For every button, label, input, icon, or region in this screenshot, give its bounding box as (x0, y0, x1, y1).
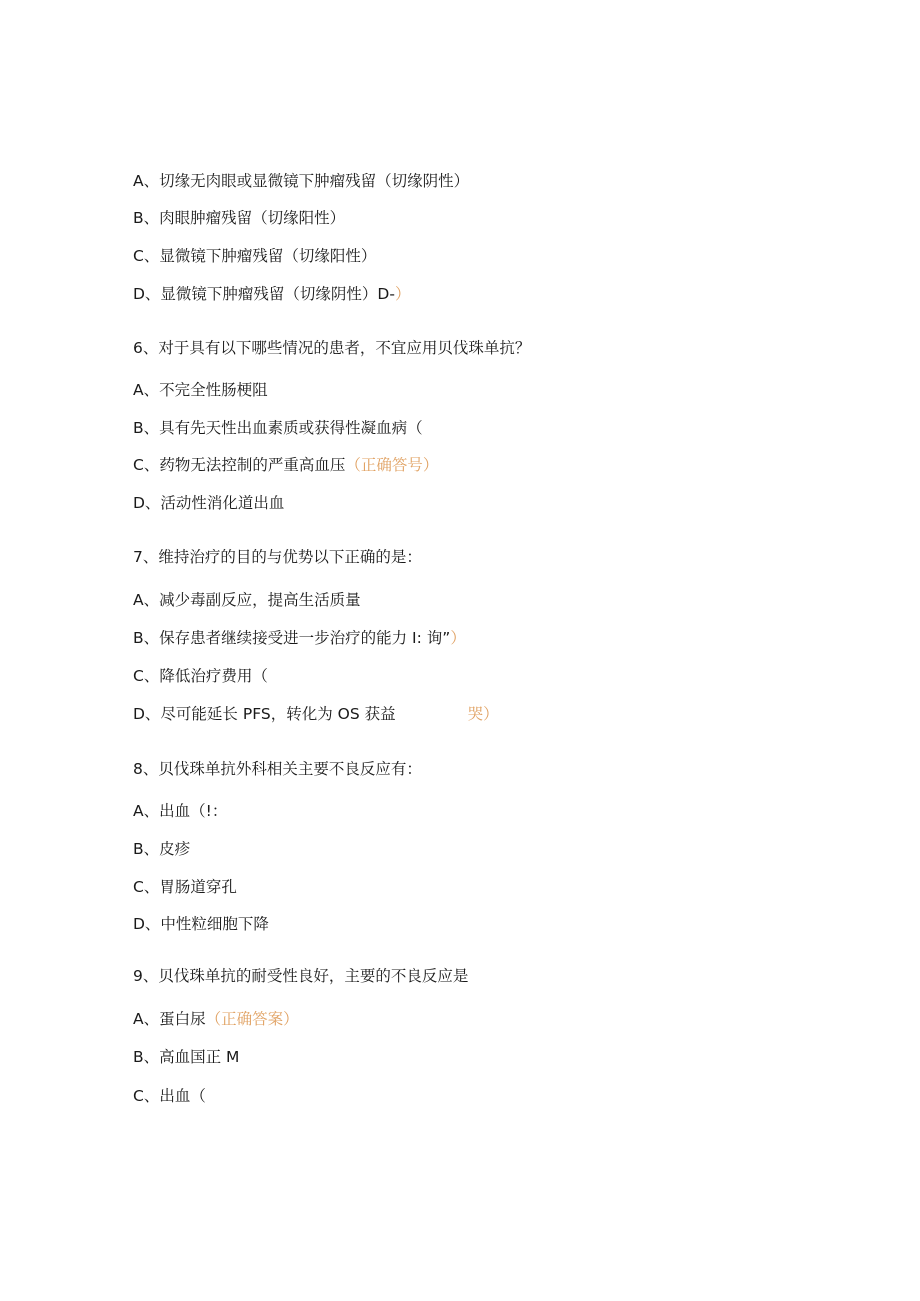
answer-note: （正确答案） (205, 1010, 299, 1028)
option-text: D、中性粒细胞下降 (133, 915, 269, 933)
option-line (133, 590, 361, 610)
question-stem: 8、贝伐珠单抗外科相关主要不良反应有： (133, 760, 422, 778)
option-text: A、减少毒副反应，提高生活质量 (133, 591, 361, 609)
option-line (133, 493, 284, 513)
answer-note: ） (394, 285, 411, 303)
option-line (133, 246, 376, 266)
option-line (133, 666, 268, 686)
option-text: D、活动性消化道出血 (133, 494, 285, 512)
question-stem: 7、维持治疗的目的与优势以下正确的是： (133, 548, 422, 566)
option-line (133, 284, 410, 304)
option-text: A、切缘无肉眼或显微镜下肿瘤残留（切缘阴性） (133, 172, 470, 190)
question-stem: 9、贝伐珠单抗的耐受性良好，主要的不良反应是 (133, 967, 469, 985)
option-text: C、显微镜下肿瘤残留（切缘阳性） (133, 247, 377, 265)
option-text: B、具有先天性出血素质或获得性凝血病（ (133, 419, 423, 437)
option-text: A、出血（!： (133, 802, 228, 820)
option-text: B、肉眼肿瘤残留（切缘阳性） (133, 209, 346, 227)
option-line (133, 628, 466, 648)
option-text: B、保存患者继续接受进一步治疗的能力 I: 询” (133, 629, 451, 647)
option-text: A、蛋白尿 (133, 1010, 206, 1028)
option-text: B、高血国正 M (133, 1048, 240, 1066)
option-text: C、降低治疗费用（ (133, 667, 268, 685)
option-line (133, 704, 499, 724)
answer-note: 哭） (467, 705, 499, 723)
answer-note: ） (450, 629, 466, 647)
option-text: D、显微镜下肿瘤残留（切缘阴性）D- (133, 285, 395, 303)
option-line (133, 208, 345, 228)
option-line (133, 1047, 239, 1067)
option-text: A、不完全性肠梗阻 (133, 381, 268, 399)
option-line (133, 839, 190, 859)
answer-note: （正确答号） (345, 456, 439, 474)
option-text: C、胃肠道穿孔 (133, 878, 237, 896)
option-line (133, 801, 227, 821)
option-line (133, 418, 423, 438)
option-line (133, 380, 268, 400)
option-line (133, 1086, 206, 1106)
option-text: C、药物无法控制的严重高血压 (133, 456, 346, 474)
option-text: D、尽可能延长 PFS，转化为 OS 获益 (133, 705, 396, 723)
option-line (133, 914, 269, 934)
option-line (133, 877, 237, 897)
option-text: C、出血（ (133, 1087, 206, 1105)
option-text: B、皮疹 (133, 840, 191, 858)
option-line (133, 455, 438, 475)
option-line (133, 1009, 299, 1029)
option-line (133, 171, 469, 191)
question-stem: 6、对于具有以下哪些情况的患者，不宜应用贝伐珠单抗？ (133, 339, 531, 357)
